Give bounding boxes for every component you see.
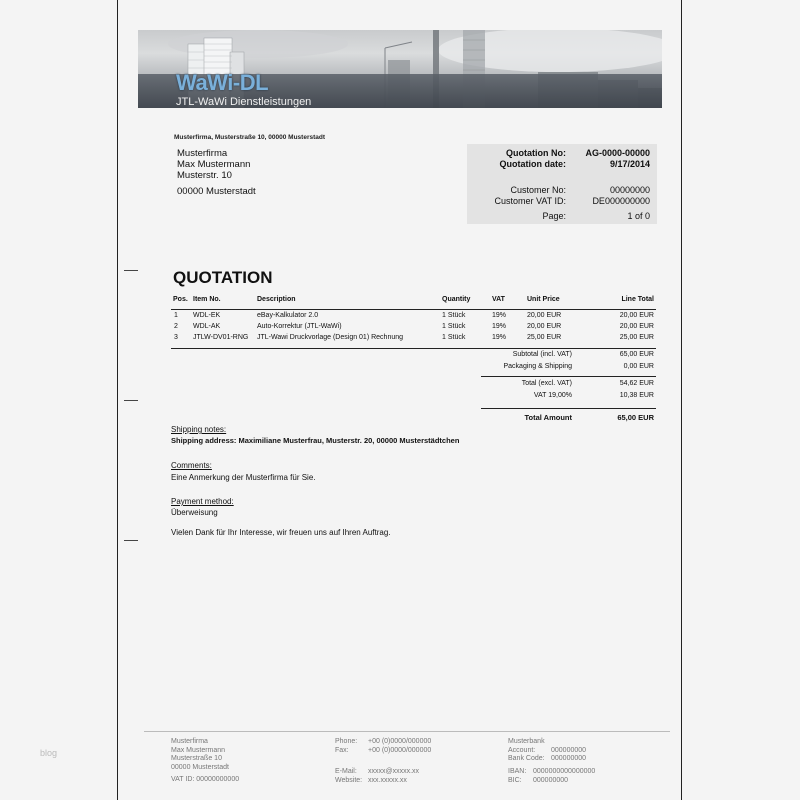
recipient-city: 00000 Musterstadt — [177, 186, 256, 197]
row-description: eBay-Kalkulator 2.0 — [257, 312, 319, 319]
vat-label: VAT 19,00% — [533, 392, 572, 399]
total-excl-value: 54,62 EUR — [619, 380, 654, 387]
payment-method-text: Überweisung — [171, 508, 218, 517]
customer-no-label: Customer No: — [510, 185, 566, 195]
items-bottom-rule — [171, 348, 656, 349]
punch-mark — [124, 400, 138, 401]
header-unit-price: Unit Price — [527, 296, 560, 303]
quotation-no-label: Quotation No: — [506, 148, 566, 158]
footer-contact-name: Max Mustermann — [171, 746, 226, 754]
packaging-label: Packaging & Shipping — [503, 363, 572, 370]
vat-id-value: DE000000000 — [592, 196, 650, 206]
row-quantity: 1 Stück — [442, 334, 466, 341]
table-header — [171, 296, 656, 310]
quotation-date-value: 9/17/2014 — [609, 159, 650, 169]
header-line-total: Line Total — [621, 296, 654, 303]
company-tagline: JTL-WaWi Dienstleistungen — [176, 96, 312, 108]
customer-no-value: 00000000 — [609, 185, 650, 195]
shipping-address: Shipping address: Maximiliane Musterfrau, Musterstr. 20, 00000 Musterstädtchen — [171, 436, 460, 445]
sender-address-line: Musterfirma, Musterstraße 10, 00000 Musterstadt — [174, 134, 326, 141]
footer-contact — [335, 738, 495, 788]
footer-bankcode: 000000000 — [551, 755, 587, 763]
footer-bic-label: BIC: — [508, 776, 522, 784]
quotation-date-label: Quotation date: — [499, 159, 566, 169]
footer-rule — [144, 731, 670, 732]
fold-mark-top — [124, 270, 138, 271]
row-description: JTL-Wawi Druckvorlage (Design 01) Rechnung — [257, 334, 404, 341]
packaging-row — [481, 363, 656, 374]
page-border-right — [681, 0, 682, 800]
footer-email-label: E-Mail: — [335, 768, 357, 775]
row-unit-price: 20,00 EUR — [527, 312, 562, 319]
footer-phone-label: Phone: — [335, 738, 358, 745]
footer-account-label: Account: — [508, 746, 536, 754]
document-title: QUOTATION — [173, 268, 273, 287]
footer-company — [171, 738, 321, 788]
row-quantity: 1 Stück — [442, 312, 466, 319]
footer-bankcode-label: Bank Code: — [508, 755, 545, 763]
row-description: Auto-Korrektur (JTL-WaWi) — [257, 323, 342, 330]
footer-website-label: Website: — [335, 776, 363, 784]
footer-street: Musterstraße 10 — [171, 755, 222, 763]
header-quantity: Quantity — [442, 296, 471, 303]
recipient-name: Max Mustermann — [177, 159, 251, 170]
header-vat: VAT — [492, 296, 505, 303]
footer-email: xxxxx@xxxxx.xx — [368, 768, 420, 775]
row-unit-price: 25,00 EUR — [527, 334, 562, 341]
total-excl-row — [481, 380, 656, 391]
recipient-address — [177, 148, 256, 197]
comments-text: Eine Anmerkung der Musterfirma für Sie. — [171, 473, 316, 482]
row-vat: 19% — [492, 312, 507, 319]
packaging-value: 0,00 EUR — [623, 363, 654, 370]
footer-fax-label: Fax: — [335, 746, 349, 754]
footer-bic: 000000000 — [533, 776, 569, 784]
quotation-info-box — [467, 144, 657, 224]
row-vat: 19% — [492, 323, 507, 330]
footer-iban: 0000000000000000 — [533, 768, 596, 775]
header-pos: Pos. — [173, 296, 188, 303]
row-pos: 1 — [174, 312, 178, 319]
footer-city: 00000 Musterstadt — [171, 763, 229, 771]
footer-bank — [508, 738, 668, 788]
row-vat: 19% — [492, 334, 507, 341]
vat-id-label: Customer VAT ID: — [494, 196, 566, 206]
row-item-no: WDL-AK — [193, 323, 221, 330]
total-amount-value: 65,00 EUR — [617, 413, 654, 422]
recipient-company: Musterfirma — [177, 148, 228, 159]
table-row — [171, 334, 656, 345]
subtotal-row — [481, 351, 656, 362]
table-row — [171, 323, 656, 334]
page-label: Page: — [542, 211, 566, 221]
footer-bank-name: Musterbank — [508, 738, 545, 745]
company-logo: WaWi-DL — [176, 70, 269, 95]
row-item-no: WDL-EK — [193, 312, 221, 319]
footer-fax: +00 (0)0000/000000 — [368, 746, 432, 754]
header-description: Description — [257, 296, 296, 303]
header-banner — [138, 30, 662, 108]
footer-account: 000000000 — [551, 746, 587, 754]
table-row — [171, 312, 656, 323]
row-item-no: JTLW-DV01-RNG — [193, 334, 249, 341]
total-rule — [481, 408, 656, 409]
thank-you-text: Vielen Dank für Ihr Interesse, wir freuen uns auf Ihren Auftrag. — [171, 528, 391, 537]
row-pos: 2 — [174, 323, 178, 330]
footer-company-name: Musterfirma — [171, 738, 208, 745]
total-excl-label: Total (excl. VAT) — [521, 380, 572, 387]
row-unit-price: 20,00 EUR — [527, 323, 562, 330]
footer-phone: +00 (0)0000/000000 — [368, 738, 432, 745]
row-pos: 3 — [174, 334, 178, 341]
page-border-left — [117, 0, 118, 800]
footer-website: xxx.xxxxx.xx — [368, 776, 407, 784]
quotation-no-value: AG-0000-00000 — [585, 148, 650, 158]
subtotal-value: 65,00 EUR — [619, 351, 654, 358]
payment-method-heading: Payment method: — [171, 497, 234, 506]
vat-row — [481, 392, 656, 403]
total-amount-row — [481, 413, 656, 424]
footer-vat-id: VAT ID: 00000000000 — [171, 776, 240, 784]
subtotal-label: Subtotal (incl. VAT) — [512, 351, 572, 358]
fold-mark-bottom — [124, 540, 138, 541]
recipient-street: Musterstr. 10 — [177, 170, 232, 181]
row-quantity: 1 Stück — [442, 323, 466, 330]
watermark: blog — [40, 748, 58, 758]
row-line-total: 20,00 EUR — [619, 312, 654, 319]
page-value: 1 of 0 — [627, 211, 650, 221]
comments-heading: Comments: — [171, 461, 212, 470]
vat-value: 10,38 EUR — [619, 392, 654, 399]
shipping-notes-heading: Shipping notes: — [171, 425, 227, 434]
row-line-total: 25,00 EUR — [619, 334, 654, 341]
summary-rule — [481, 376, 656, 377]
total-amount-label: Total Amount — [524, 413, 572, 422]
footer-iban-label: IBAN: — [508, 768, 527, 775]
header-item: Item No. — [193, 296, 221, 303]
row-line-total: 20,00 EUR — [619, 323, 654, 330]
